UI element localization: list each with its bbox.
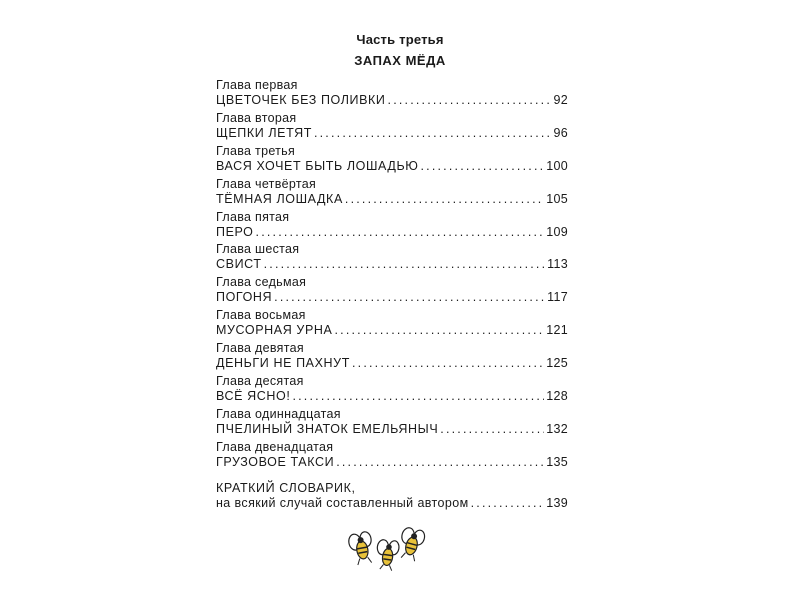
chapter-label: Глава двенадцатая <box>216 439 334 454</box>
chapter-line <box>216 192 568 207</box>
chapter-label: Глава шестая <box>216 242 300 257</box>
chapter-title: ВСЁ ЯСНО! <box>216 389 291 404</box>
dot-leader <box>420 159 544 174</box>
page-number: 100 <box>546 158 568 173</box>
page-number: 96 <box>553 125 568 140</box>
dot-leader <box>345 192 544 207</box>
toc-entry[interactable] <box>216 144 568 177</box>
chapter-title: ПЕРО <box>216 224 254 239</box>
chapter-label: Глава седьмая <box>216 275 307 290</box>
dot-leader <box>336 455 544 470</box>
bees-icon <box>340 524 440 574</box>
dot-leader <box>314 126 552 141</box>
chapter-title: ПЧЕЛИНЫЙ ЗНАТОК ЕМЕЛЬЯНЫЧ <box>216 421 439 436</box>
page-number: 132 <box>546 421 568 436</box>
toc-entry[interactable] <box>216 407 568 440</box>
chapter-title: ЩЕПКИ ЛЕТЯТ <box>216 125 312 140</box>
toc-entry[interactable] <box>216 177 568 210</box>
dot-leader <box>274 290 545 305</box>
chapter-label: Глава первая <box>216 78 298 92</box>
page-number: 139 <box>546 495 568 510</box>
page-number: 117 <box>547 290 568 305</box>
chapter-label: Глава пятая <box>216 209 290 224</box>
page-number: 121 <box>546 323 568 338</box>
dot-leader <box>440 422 544 437</box>
chapter-label: Глава четвёртая <box>216 176 317 191</box>
page-number: 92 <box>553 93 568 107</box>
toc-entry[interactable] <box>216 374 568 407</box>
toc-entry[interactable] <box>216 210 568 243</box>
chapter-title: ДЕНЬГИ НЕ ПАХНУТ <box>216 356 350 371</box>
chapter-line <box>216 225 568 240</box>
dot-leader <box>471 496 545 511</box>
chapter-title: ГРУЗОВОЕ ТАКСИ <box>216 454 335 469</box>
chapter-line <box>216 389 568 404</box>
chapter-label: Глава третья <box>216 143 296 158</box>
dot-leader <box>388 93 552 108</box>
chapter-label: Глава одиннадцатая <box>216 406 341 421</box>
bee-icon <box>347 531 375 566</box>
chapter-line <box>216 93 568 108</box>
glossary-title: КРАТКИЙ СЛОВАРИК, <box>216 480 356 495</box>
chapter-label: Глава десятая <box>216 374 304 389</box>
table-of-contents <box>216 78 568 511</box>
dot-leader <box>256 225 545 240</box>
chapter-line <box>216 356 568 371</box>
chapter-line <box>216 159 568 174</box>
toc-entry[interactable] <box>216 308 568 341</box>
toc-entry[interactable] <box>216 341 568 374</box>
dot-leader <box>264 257 546 272</box>
page-number: 109 <box>546 224 568 239</box>
page-number: 105 <box>546 191 568 206</box>
toc-entry[interactable] <box>216 78 568 111</box>
toc-entry[interactable] <box>216 275 568 308</box>
chapter-label: Глава восьмая <box>216 308 306 323</box>
chapter-line <box>216 422 568 437</box>
part-label: Часть третья <box>356 32 444 47</box>
toc-entry[interactable] <box>216 242 568 275</box>
glossary-line <box>216 496 568 511</box>
toc-entry[interactable] <box>216 111 568 144</box>
chapter-line <box>216 455 568 470</box>
glossary-entry[interactable] <box>216 481 568 511</box>
toc-entry[interactable] <box>216 440 568 473</box>
page-number: 128 <box>546 389 568 404</box>
chapter-title: ТЁМНАЯ ЛОШАДКА <box>216 191 343 206</box>
bee-icon <box>374 539 399 572</box>
chapter-title: ЦВЕТОЧЕК БЕЗ ПОЛИВКИ <box>216 93 386 107</box>
dot-leader <box>292 389 544 404</box>
chapter-title: МУСОРНАЯ УРНА <box>216 323 333 338</box>
page-number: 113 <box>547 257 568 272</box>
chapter-title: СВИСТ <box>216 257 262 272</box>
chapter-line <box>216 126 568 141</box>
chapter-line <box>216 290 568 305</box>
dot-leader <box>334 323 544 338</box>
glossary-subtitle: на всякий случай составленный автором <box>216 495 469 510</box>
page-number: 125 <box>546 356 568 371</box>
chapter-line <box>216 257 568 272</box>
chapter-label: Глава девятая <box>216 341 304 356</box>
bee-icon <box>396 526 426 562</box>
chapter-title: ВАСЯ ХОЧЕТ БЫТЬ ЛОШАДЬЮ <box>216 158 419 173</box>
part-title: ЗАПАХ МЁДА <box>354 53 446 68</box>
chapter-line <box>216 323 568 338</box>
page-number: 135 <box>546 454 568 469</box>
chapter-title: ПОГОНЯ <box>216 290 273 305</box>
dot-leader <box>352 356 544 371</box>
chapter-label: Глава вторая <box>216 110 297 125</box>
